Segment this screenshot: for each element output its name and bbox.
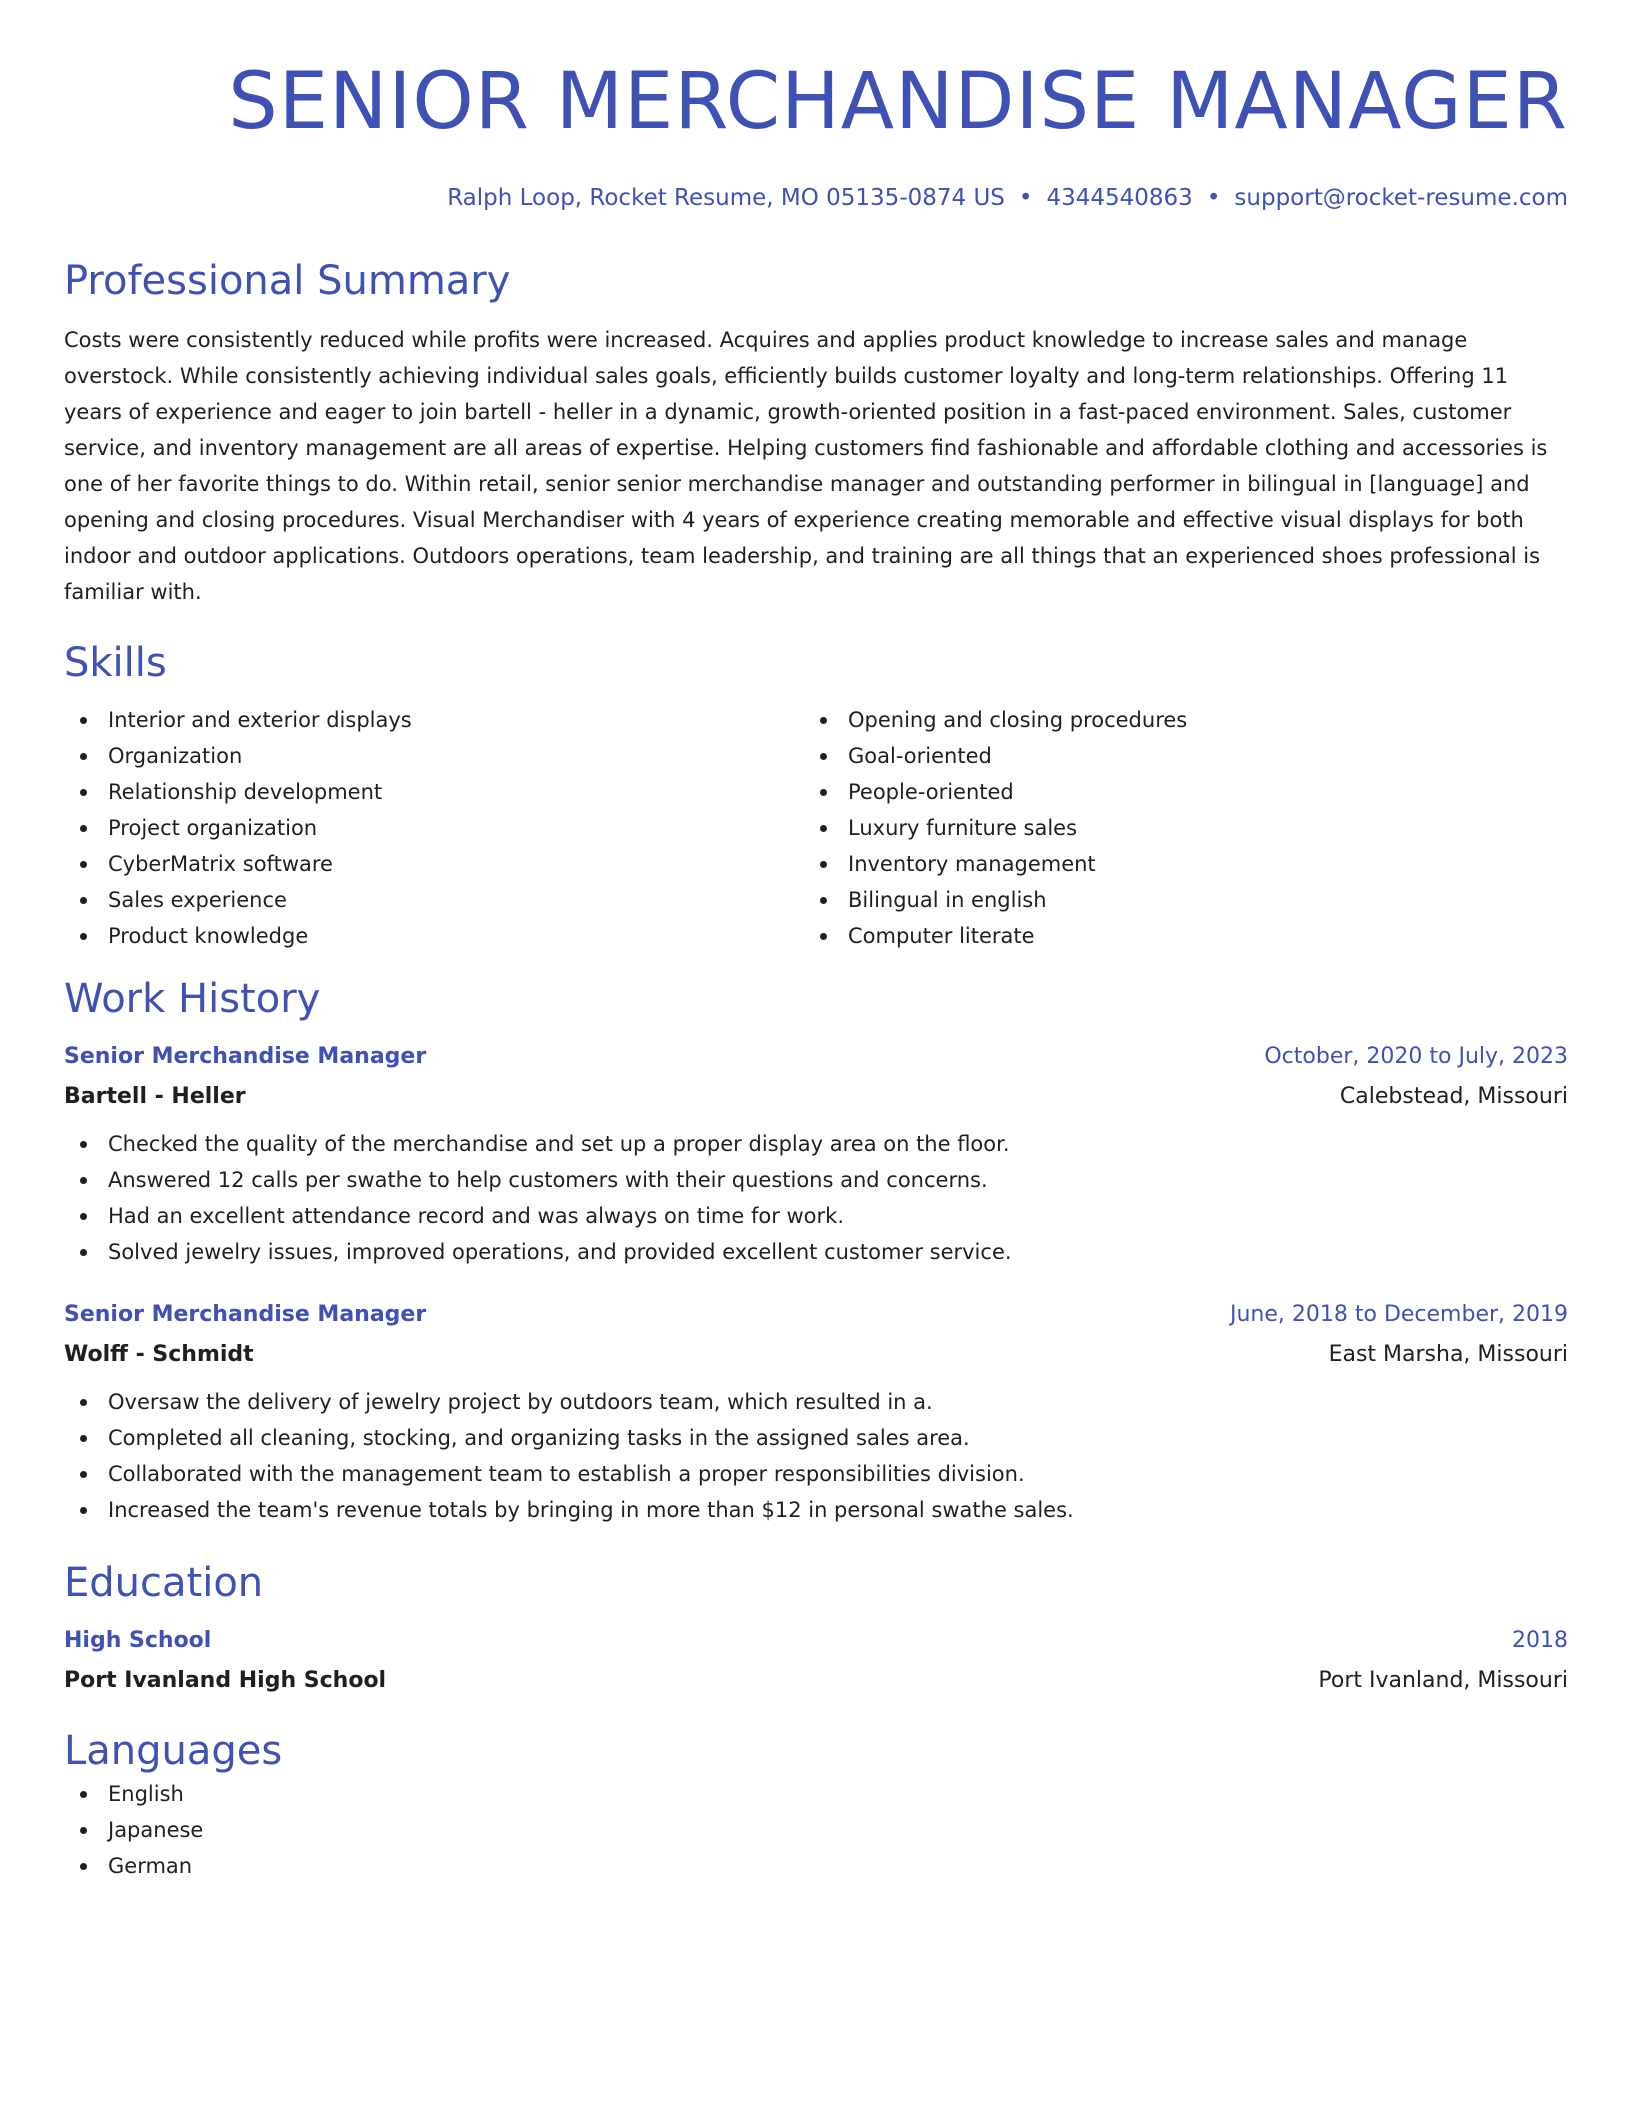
job-company: Bartell - Heller — [64, 1084, 246, 1109]
language-item: English — [64, 1776, 1568, 1812]
skill-item: People-oriented — [804, 774, 1568, 810]
job-duty: Collaborated with the management team to establish a proper responsibilities division. — [64, 1456, 1568, 1492]
education-degree: High School — [64, 1628, 212, 1653]
contact-email: support@rocket-resume.com — [1234, 185, 1568, 211]
contact-address: Ralph Loop, Rocket Resume, MO 05135-0874 US — [447, 185, 1005, 211]
job-duty: Had an excellent attendance record and was always on time for work. — [64, 1198, 1568, 1234]
skills-list — [64, 702, 1568, 954]
summary-text: Costs were consistently reduced while profits were increased. Acquires and applies product knowledge to increase sales and manage overstock. While consistently achieving individual sales goals, efficiently builds customer loyalty and long-term relationships. Offering 11 years of experience and eager to join bartell - heller in a dynamic, growth-oriented position in a fast-paced environment. Sales, customer service, and inventory management are all areas of expertise. Helping customers find fashionable and affordable clothing and accessories is one of her favorite things to do. Within retail, senior senior merchandise manager and outstanding performer in bilingual in [language] and opening and closing procedures. Visual Merchandiser with 4 years of experience creating memorable and effective visual displays for both indoor and outdoor applications. Outdoors operations, team leadership, and training are all things that an experienced shoes professional is familiar with. — [64, 328, 1548, 604]
languages-heading: Languages — [64, 1728, 283, 1774]
skill-item: Opening and closing procedures — [804, 702, 1568, 738]
skill-item: CyberMatrix software — [64, 846, 804, 882]
job-duty: Completed all cleaning, stocking, and organizing tasks in the assigned sales area. — [64, 1420, 1568, 1456]
skill-item: Computer literate — [804, 918, 1568, 954]
job-duties — [64, 1384, 1568, 1528]
job-duty: Solved jewelry issues, improved operations, and provided excellent customer service. — [64, 1234, 1568, 1270]
skills-column-right — [804, 702, 1568, 954]
skill-item: Goal-oriented — [804, 738, 1568, 774]
job-duty: Increased the team's revenue totals by bringing in more than $12 in personal swathe sales. — [64, 1492, 1568, 1528]
job-duty: Oversaw the delivery of jewelry project by outdoors team, which resulted in a. — [64, 1384, 1568, 1420]
skill-item: Sales experience — [64, 882, 804, 918]
language-item: Japanese — [64, 1812, 1568, 1848]
contact-line — [64, 184, 1568, 212]
languages-list — [64, 1776, 1568, 1884]
job-company: Wolff - Schmidt — [64, 1342, 254, 1367]
job-title: Senior Merchandise Manager — [64, 1044, 427, 1069]
education-school: Port Ivanland High School — [64, 1668, 387, 1693]
job-dates: June, 2018 to December, 2019 — [1229, 1302, 1568, 1327]
contact-separator: • — [1206, 185, 1221, 211]
skill-item: Bilingual in english — [804, 882, 1568, 918]
skill-item: Luxury furniture sales — [804, 810, 1568, 846]
work-history-heading: Work History — [64, 976, 321, 1022]
language-item: German — [64, 1848, 1568, 1884]
skill-item: Project organization — [64, 810, 804, 846]
skills-heading: Skills — [64, 640, 167, 686]
skill-item: Product knowledge — [64, 918, 804, 954]
job-location: Calebstead, Missouri — [1339, 1084, 1568, 1109]
job-title: Senior Merchandise Manager — [64, 1302, 427, 1327]
skill-item: Interior and exterior displays — [64, 702, 804, 738]
job-duty: Answered 12 calls per swathe to help customers with their questions and concerns. — [64, 1162, 1568, 1198]
job-dates: October, 2020 to July, 2023 — [1264, 1044, 1568, 1069]
education-location: Port Ivanland, Missouri — [1318, 1668, 1568, 1693]
contact-separator: • — [1018, 185, 1033, 211]
summary-heading: Professional Summary — [64, 258, 511, 304]
skill-item: Relationship development — [64, 774, 804, 810]
resume-title: SENIOR MERCHANDISE MANAGER — [228, 57, 1568, 147]
job-entry — [64, 1300, 1568, 1528]
education-heading: Education — [64, 1560, 264, 1606]
education-year: 2018 — [1512, 1628, 1568, 1653]
contact-phone: 4344540863 — [1046, 185, 1193, 211]
skills-column-left — [64, 702, 804, 954]
education-entry — [64, 1626, 1568, 1696]
job-entry — [64, 1042, 1568, 1270]
job-duties — [64, 1126, 1568, 1270]
job-duty: Checked the quality of the merchandise and set up a proper display area on the floor. — [64, 1126, 1568, 1162]
skill-item: Inventory management — [804, 846, 1568, 882]
job-location: East Marsha, Missouri — [1328, 1342, 1568, 1367]
skill-item: Organization — [64, 738, 804, 774]
